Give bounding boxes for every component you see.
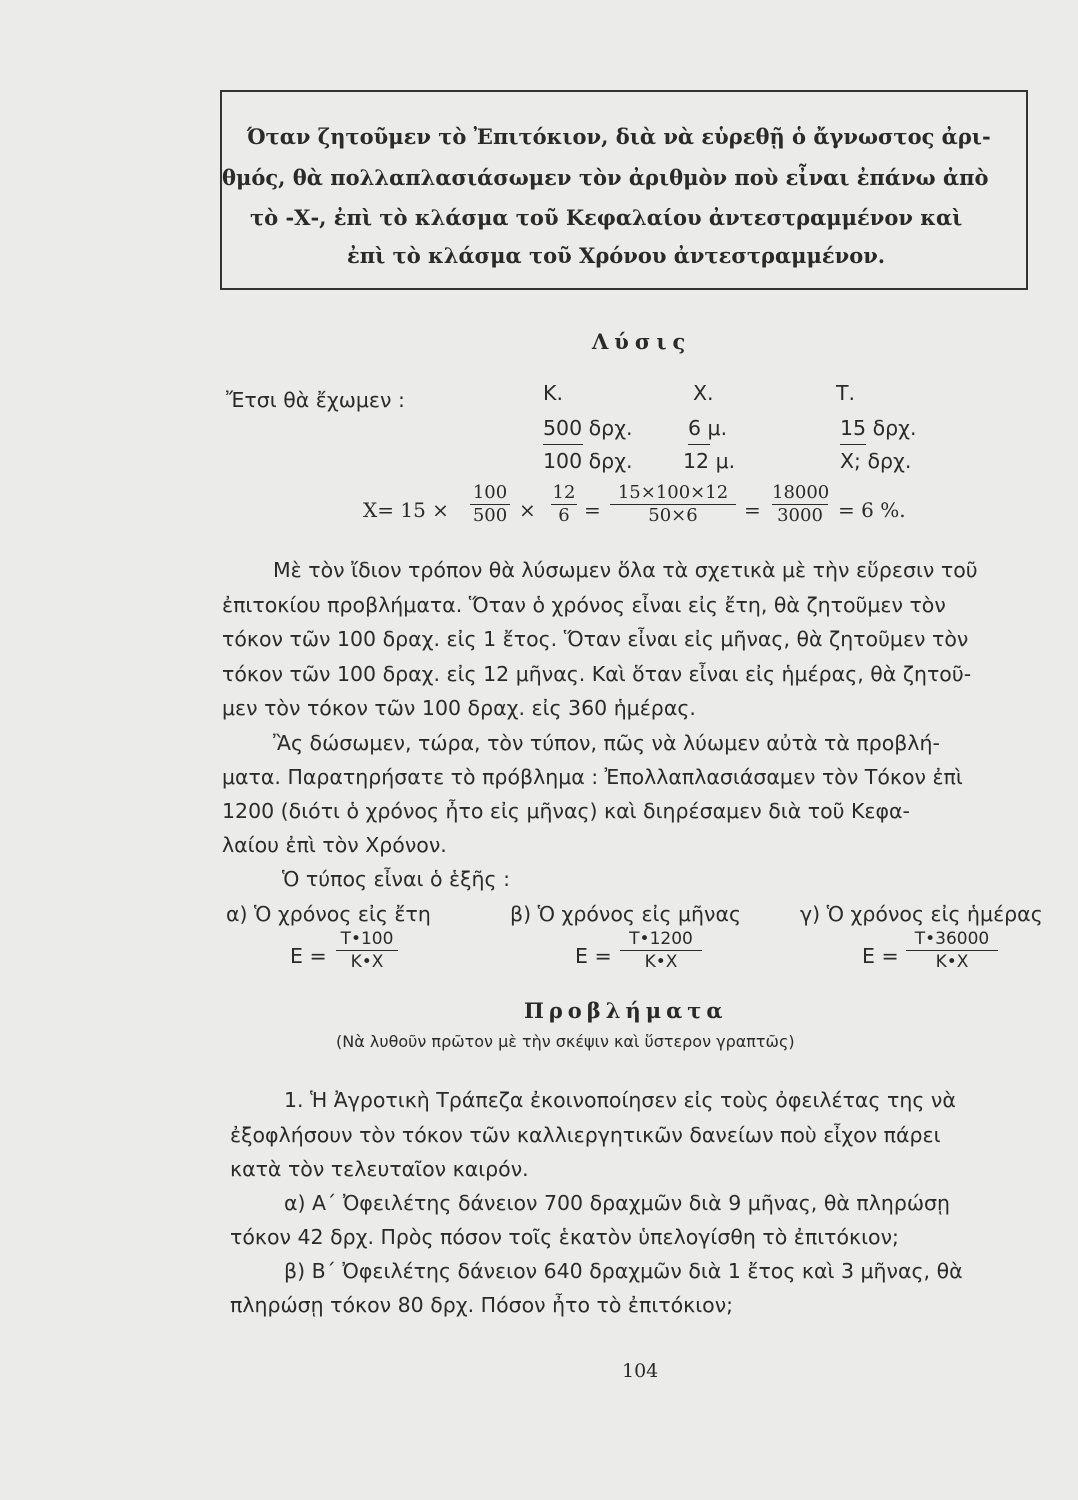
problem-line-4: α) Α΄ Ὀφειλέτης δάνειον 700 δραχμῶν διὰ 9 μῆνας, θὰ πληρώσῃ [284, 1191, 951, 1215]
page-number: 104 [622, 1360, 659, 1382]
fraction-numerator: 12 [552, 482, 576, 503]
formula-months-fraction [620, 928, 702, 973]
overline-15 [840, 444, 866, 445]
problem-line-1: 1. Ἡ Ἀγροτικὴ Τράπεζα ἐκοινοποίησεν εἰς τοὺς ὀφειλέτας της νὰ [284, 1088, 956, 1112]
body-line-3: τόκον τῶν 100 δραχ. εἰς 1 ἔτος. Ὅταν εἶναι εἰς μῆνας, θὰ ζητοῦμεν τὸν [222, 627, 969, 651]
rule-line-4: ἐπὶ τὸ κλάσμα τοῦ Χρόνου ἀντεστραμμένον. [347, 243, 886, 268]
equation-equals-2: = [744, 498, 761, 522]
body-line-5: μεν τὸν τόκον τῶν 100 δραχ. εἰς 360 ἡμέρας. [222, 696, 696, 720]
fraction-denominator: 3000 [777, 505, 823, 526]
body-line-10: Ὁ τύπος εἶναι ὁ ἑξῆς : [282, 867, 510, 891]
problem-line-5: τόκον 42 δρχ. Πρὸς πόσον τοῖς ἑκατὸν ὑπελογίσθη τὸ ἐπιτόκιον; [230, 1225, 899, 1249]
fraction-denominator: 6 [558, 505, 570, 526]
equation-times: × [519, 498, 536, 522]
solution-heading: Λύσις [592, 329, 692, 354]
col-header-k: Κ. [543, 381, 563, 405]
equation-result: = 6 %. [838, 498, 906, 522]
body-line-8: 1200 (διότι ὁ χρόνος ἦτο εἰς μῆνας) καὶ διηρέσαμεν διὰ τοῦ Κεφα- [222, 799, 910, 823]
problem-line-6: β) Β΄ Ὀφειλέτης δάνειον 640 δραχμῶν διὰ 1 ἔτος καὶ 3 μῆνας, θὰ [284, 1259, 963, 1283]
row2-capital: 100 δρχ. [543, 449, 633, 473]
overline-6 [688, 444, 710, 445]
row1-interest: 15 δρχ. [840, 416, 917, 440]
overline-500 [543, 444, 583, 445]
fraction-numerator: 100 [472, 482, 508, 503]
fraction-product [610, 482, 736, 527]
equation-lhs: Χ= 15 × [363, 498, 449, 522]
fraction-numerator: 18000 [772, 482, 830, 503]
row2-interest: Χ; δρχ. [840, 449, 912, 473]
row1-capital: 500 δρχ. [543, 416, 633, 440]
problem-line-3: κατὰ τὸν τελευταῖον καιρόν. [230, 1157, 529, 1181]
rule-line-1: Όταν ζητοῦμεν τὸ Ἐπιτόκιον, διὰ νὰ εὑρεθῇ ὁ ἄγνωστος ἀρι- [247, 124, 991, 149]
fraction-denominator: Κ•Χ [935, 952, 969, 972]
fraction-numerator: Τ•36000 [914, 929, 990, 949]
body-line-1: Μὲ τὸν ἴδιον τρόπον θὰ λύσωμεν ὅλα τὰ σχετικὰ μὲ τὴν εὕρεσιν τοῦ [273, 558, 978, 582]
body-line-2: ἐπιτοκίου προβλήματα. Ὅταν ὁ χρόνος εἶναι εἰς ἔτη, θὰ ζητοῦμεν τὸν [222, 593, 946, 617]
problem-line-7: πληρώσῃ τόκον 80 δρχ. Πόσον ἦτο τὸ ἐπιτόκιον; [230, 1293, 734, 1317]
formula-years-fraction [336, 928, 398, 973]
equation-equals-1: = [584, 498, 601, 522]
formula-years-lhs: Ε = [290, 944, 327, 968]
fraction-100-500 [470, 482, 510, 527]
fraction-numerator: Τ•1200 [629, 929, 693, 949]
formula-months-lhs: Ε = [575, 944, 612, 968]
col-header-t: Τ. [836, 381, 856, 405]
body-line-9: λαίου ἐπὶ τὸν Χρόνον. [222, 833, 447, 857]
fraction-denominator: Κ•Χ [350, 952, 384, 972]
formula-days-fraction [906, 928, 998, 973]
rule-line-2: θμός, θὰ πολλαπλασιάσωμεν τὸν ἀριθμὸν ποὺ εἶναι ἐπάνω ἀπὸ [222, 165, 989, 190]
fraction-18000-3000 [772, 482, 828, 527]
body-line-7: ματα. Παρατηρήσατε τὸ πρόβλημα : Ἐπολλαπλασιάσαμεν τὸν Τόκον ἐπὶ [222, 765, 963, 789]
formula-days-lhs: Ε = [862, 944, 899, 968]
problems-heading: Προβλήματα [524, 998, 728, 1023]
row1-time: 6 μ. [688, 416, 728, 440]
col-header-x: Χ. [693, 381, 714, 405]
body-line-6: Ἂς δώσωμεν, τώρα, τὸν τύπον, πῶς νὰ λύωμεν αὐτὰ τὰ προβλή- [273, 731, 940, 755]
formula-days-label: γ) Ὁ χρόνος εἰς ἡμέρας [800, 902, 1043, 926]
formula-months-label: β) Ὁ χρόνος εἰς μῆνας [510, 902, 742, 926]
solution-intro: Ἔτσι θὰ ἔχωμεν : [226, 388, 405, 412]
problems-subheading: (Νὰ λυθοῦν πρῶτον μὲ τὴν σκέψιν καὶ ὕστερον γραπτῶς) [336, 1032, 795, 1051]
formula-years-label: α) Ὁ χρόνος εἰς ἔτη [226, 902, 431, 926]
fraction-denominator: 500 [472, 505, 508, 526]
fraction-numerator: Τ•100 [340, 929, 394, 949]
fraction-12-6 [551, 482, 577, 527]
fraction-denominator: Κ•Χ [644, 952, 678, 972]
fraction-numerator: 15×100×12 [617, 482, 729, 503]
fraction-denominator: 50×6 [648, 505, 698, 526]
problem-line-2: ἐξοφλήσουν τὸν τόκον τῶν καλλιεργητικῶν δανείων ποὺ εἶχον πάρει [230, 1123, 941, 1147]
body-line-4: τόκον τῶν 100 δραχ. εἰς 12 μῆνας. Καὶ ὅταν εἶναι εἰς ἡμέρας, θὰ ζητοῦ- [222, 662, 972, 686]
row2-time: 12 μ. [683, 449, 736, 473]
rule-line-3: τὸ -Χ-, ἐπὶ τὸ κλάσμα τοῦ Κεφαλαίου ἀντεστραμμένον καὶ [250, 205, 963, 230]
